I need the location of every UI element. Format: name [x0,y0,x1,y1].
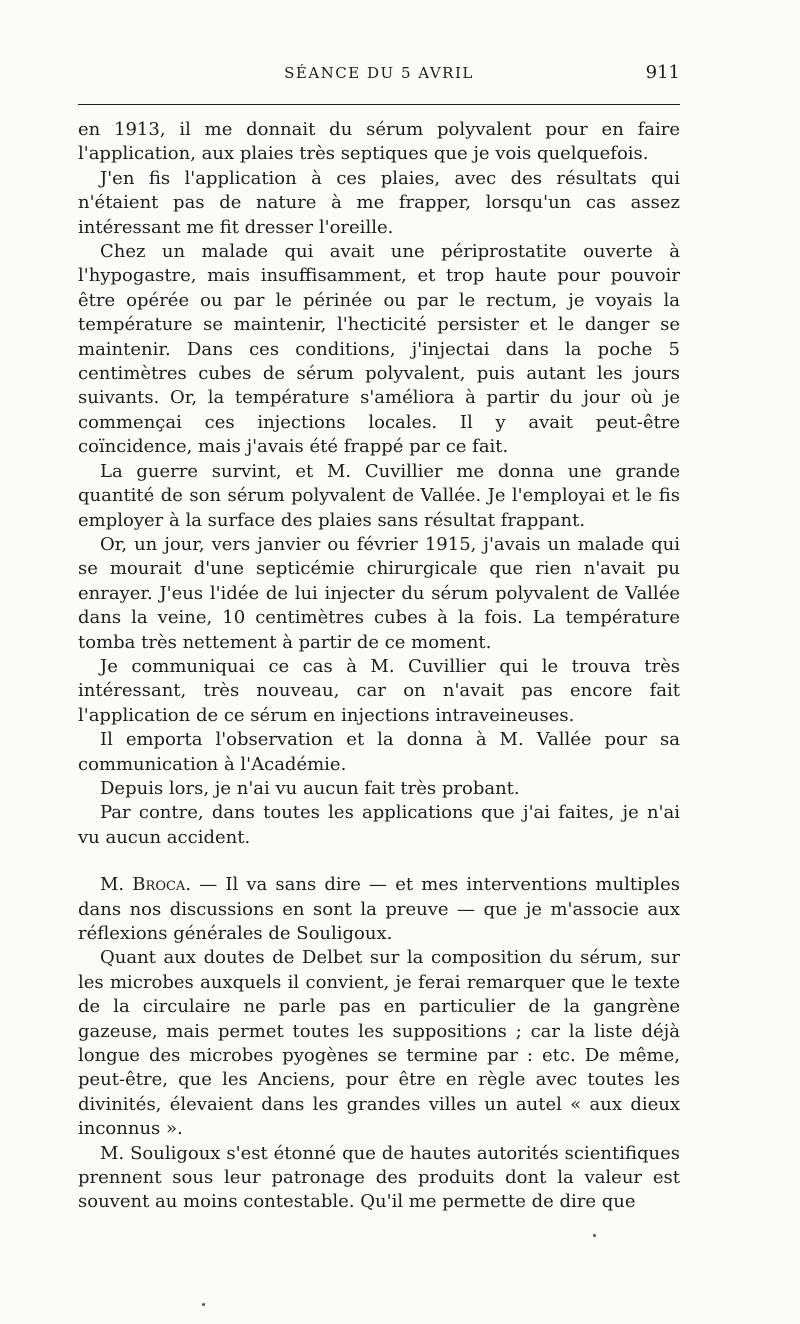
paragraph: Depuis lors, je n'ai vu aucun fait très probant. [100,777,520,799]
paragraph: Je communiquai ce cas à M. Cuvillier qui le trouva très intéressant, très nouveau, car on n'avait pas encore fait l'application de ce sérum en injections intraveineuses. [78,655,680,726]
paragraph: J'en fis l'application à ces plaies, avec des résultats qui n'étaient pas de nature à me frapper, lorsqu'un cas assez intéressant me fit dresser l'oreille. [78,167,680,238]
paragraph: Il emporta l'observation et la donna à M. Vallée pour sa communication à l'Académie. [78,729,680,775]
paragraph-speaker-broca [78,873,680,946]
print-speck [593,1234,596,1237]
paragraph: Quant aux doutes de Delbet sur la composition du sérum, sur les microbes auxquels il convient, je ferai remarquer que le texte de la circulaire ne parle pas en particulier de la gangrène gazeuse, mais permet toutes les suppositions ; car la liste déjà longue des microbes pyogènes se termine par : etc. De même, peut-être, que les Anciens, pour être en règle avec toutes les divinités, élevaient dans les grandes villes un autel « aux dieux inconnus ». [78,947,680,1140]
paragraph-text: — Il va sans dire — et mes interventions multiples dans nos discussions en sont la preuve — que je m'associe aux réflexions générales de Souligoux. [78,874,681,944]
paragraph: M. Souligoux s'est étonné que de hautes autorités scientifiques prennent sous leur patronage des produits dont la valeur est souvent au moins contestable. Qu'il me permette de dire que [78,1142,680,1213]
speaker-name: M. Broca. [100,874,192,896]
page-header [78,62,680,88]
page-number: 911 [645,62,680,83]
body-text [78,118,680,1215]
print-speck [202,1303,205,1306]
paragraph: Or, un jour, vers janvier ou février 1915, j'avais un malade qui se mourait d'une septicémie chirurgicale que rien n'avait pu enrayer. J'eus l'idée de lui injecter du sérum polyvalent de Vallée dans la veine, 10 centimètres cubes à la fois. La température tomba très nettement à partir de ce moment. [78,533,680,653]
paragraph: en 1913, il me donnait du sérum polyvalent pour en faire l'application, aux plaies très septiques que je vois quelquefois. [78,119,680,165]
paragraph: Par contre, dans toutes les applications que j'ai faites, je n'ai vu aucun accident. [78,802,680,848]
running-title: SÉANCE DU 5 AVRIL [284,64,474,82]
header-rule [78,104,680,105]
paragraph: Chez un malade qui avait une périprostatite ouverte à l'hypogastre, mais insuffisamment, et trop haute pour pouvoir être opérée ou par le périnée ou par le rectum, je voyais la température se maintenir, l'hecticité persister et le danger se maintenir. Dans ces conditions, j'injectai dans la poche 5 centimètres cubes de sérum polyvalent, puis autant les jours suivants. Or, la température s'améliora à partir du jour où je commençai ces injections locales. Il y avait peut-être coïncidence, mais j'avais été frappé par ce fait. [78,241,680,458]
paragraph: La guerre survint, et M. Cuvillier me donna une grande quantité de son sérum polyvalent de Vallée. Je l'employai et le fis employer à la surface des plaies sans résultat frappant. [78,460,680,531]
